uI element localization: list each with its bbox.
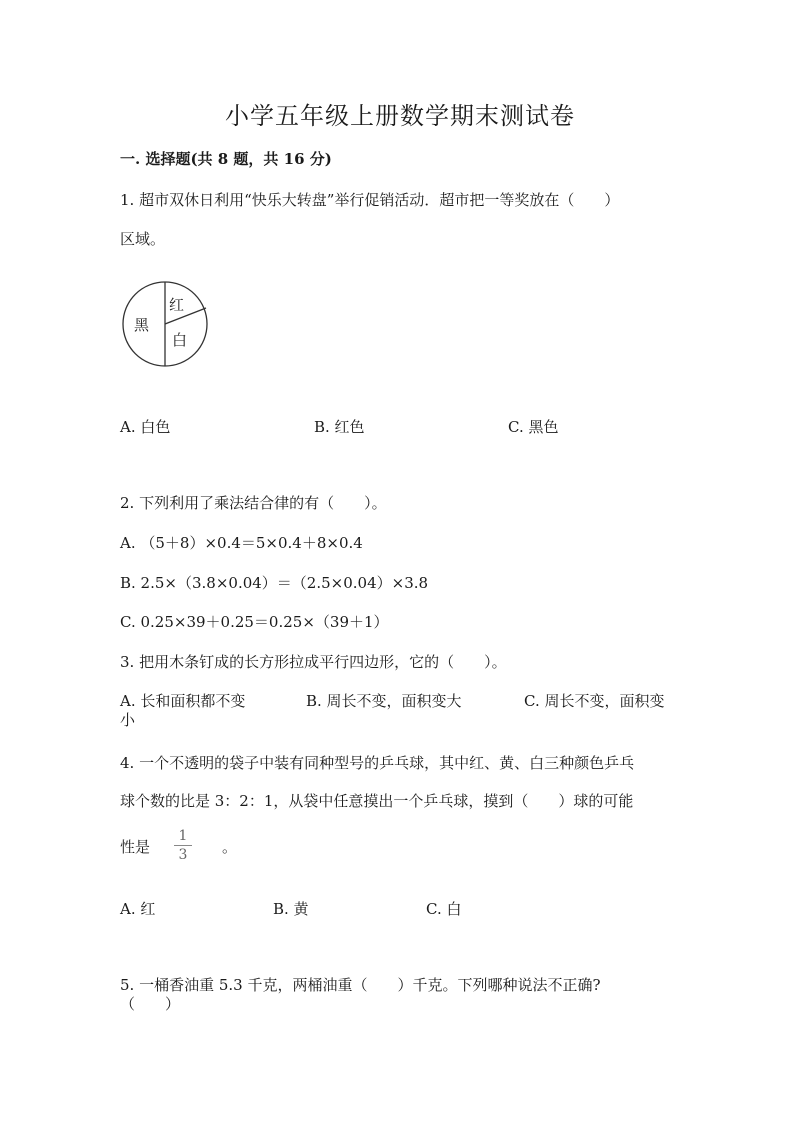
question-1-text-cont: 区域。 [120,230,166,248]
q2-option-b[interactable]: B. 2.5×（3.8×0.04）＝（2.5×0.04）×3.8 [120,574,429,592]
question-4-text-line3: 性是 [120,838,151,856]
question-4-text-end: 。 [222,838,238,856]
q3-option-c[interactable]: C. 周长不变，面积变 [524,692,665,710]
q2-option-a[interactable]: A. （5＋8）×0.4＝5×0.4＋8×0.4 [120,534,363,552]
q3-option-c-wrap: 小 [120,711,136,729]
question-4-text-line2: 球个数的比是 3：2：1，从袋中任意摸出一个乒乓球，摸到（ ）球的可能 [120,792,634,810]
q4-option-a[interactable]: A. 红 [120,900,156,918]
question-5-text: 5. 一桶香油重 5.3 千克，两桶油重（ ）千克。下列哪种说法不正确? [120,976,601,994]
fraction-bar [174,845,192,846]
q1-option-a[interactable]: A. 白色 [120,418,171,436]
wheel-label-white: 白 [172,331,188,349]
question-3-text: 3. 把用木条钉成的长方形拉成平行四边形，它的（ ）。 [120,653,507,671]
q2-option-c[interactable]: C. 0.25×39＋0.25＝0.25×（39＋1） [120,613,389,631]
fraction-one-third [174,828,192,863]
question-1-text: 1. 超市双休日利用“快乐大转盘”举行促销活动．超市把一等奖放在（ ） [120,191,620,209]
q1-option-c[interactable]: C. 黑色 [508,418,559,436]
q4-option-c[interactable]: C. 白 [426,900,462,918]
q1-option-b[interactable]: B. 红色 [314,418,365,436]
fraction-numerator: 1 [178,828,188,844]
q4-option-b[interactable]: B. 黄 [273,900,309,918]
page-title: 小学五年级上册数学期末测试卷 [225,102,575,130]
section-heading: 一. 选择题(共 8 题，共 16 分) [120,150,332,168]
question-5-answer-blank: （ ） [120,995,181,1013]
wheel-label-black: 黑 [134,316,150,334]
spinner-wheel-diagram [120,280,212,368]
fraction-denominator: 3 [178,847,188,863]
q3-option-a[interactable]: A. 长和面积都不变 [120,692,246,710]
wheel-label-red: 红 [169,296,185,314]
question-2-text: 2. 下列利用了乘法结合律的有（ ）。 [120,494,387,512]
q3-option-b[interactable]: B. 周长不变，面积变大 [306,692,462,710]
question-4-text: 4. 一个不透明的袋子中装有同种型号的乒乓球，其中红、黄、白三种颜色乒乓 [120,754,635,772]
